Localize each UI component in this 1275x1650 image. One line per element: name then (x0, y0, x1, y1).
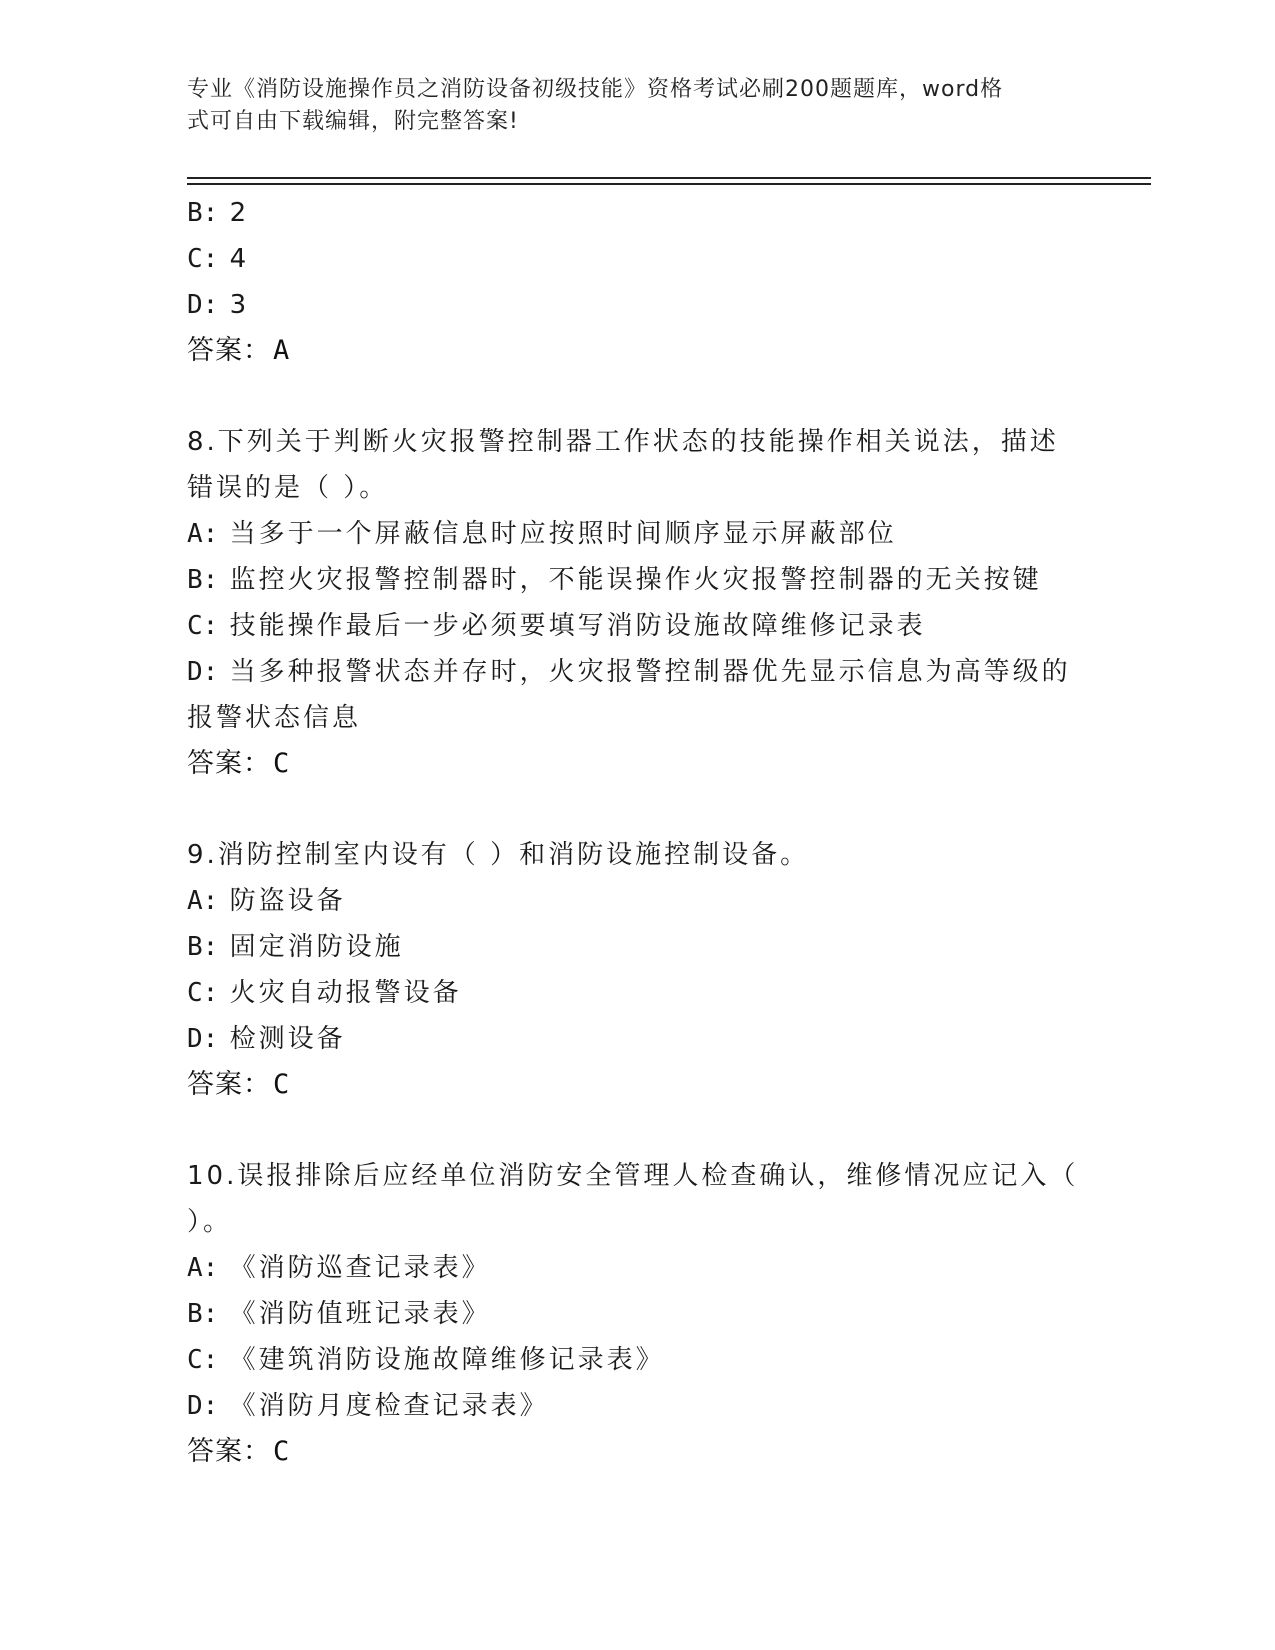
option-text: 《消防月度检查记录表》 (229, 1391, 549, 1421)
option-label: C: (187, 611, 219, 641)
option-text: 火灾自动报警设备 (229, 978, 462, 1008)
question-stem: 9.消防控制室内设有（ ）和消防设施控制设备。 (187, 840, 810, 870)
answer-value: C (273, 1069, 291, 1100)
option-text: 2 (229, 198, 250, 228)
option-label: B: (187, 198, 219, 228)
question-spacer (187, 1108, 1087, 1153)
option-text: 监控火灾报警控制器时，不能误操作火灾报警控制器的无关按键 (229, 565, 1042, 595)
answer-label: 答案： (187, 1436, 271, 1467)
option-a (187, 878, 1087, 924)
answer-label: 答案： (187, 748, 271, 779)
option-label: A: (187, 519, 219, 549)
question-stem: ）。 (187, 1207, 233, 1237)
document-header (187, 74, 1067, 138)
option-label: D: (187, 1024, 219, 1054)
option-text: 《消防值班记录表》 (229, 1299, 491, 1329)
question-spacer (187, 374, 1087, 419)
option-b (187, 190, 1087, 236)
option-text: 防盗设备 (229, 886, 346, 916)
option-c (187, 603, 1087, 649)
question-stem: 8.下列关于判断火灾报警控制器工作状态的技能操作相关说法，描述 (187, 427, 1059, 457)
option-text: 《建筑消防设施故障维修记录表》 (229, 1345, 665, 1375)
option-label: B: (187, 1299, 219, 1329)
option-label: C: (187, 244, 219, 274)
question-stem: 10.误报排除后应经单位消防安全管理人检查确认，维修情况应记入（ (187, 1161, 1079, 1191)
option-d (187, 282, 1087, 328)
answer-line (187, 741, 1087, 787)
option-text: 技能操作最后一步必须要填写消防设施故障维修记录表 (229, 611, 926, 641)
option-b (187, 1291, 1087, 1337)
answer-value: C (273, 748, 291, 779)
question-9 (187, 832, 1087, 1108)
answer-label: 答案： (187, 335, 271, 366)
option-a (187, 1245, 1087, 1291)
option-label: A: (187, 1253, 219, 1283)
option-text: 4 (229, 244, 250, 274)
header-divider-top (187, 177, 1151, 179)
option-label: A: (187, 886, 219, 916)
option-text: 当多于一个屏蔽信息时应按照时间顺序显示屏蔽部位 (229, 519, 897, 549)
option-text: 检测设备 (229, 1024, 346, 1054)
question-spacer (187, 787, 1087, 832)
question-10 (187, 1153, 1087, 1475)
option-text: 3 (229, 290, 250, 320)
header-line-1: 专业《消防设施操作员之消防设备初级技能》资格考试必刷200题题库，word格 (187, 77, 1004, 102)
answer-line (187, 1062, 1087, 1108)
prev-question-block (187, 190, 1087, 374)
answer-line (187, 1429, 1087, 1475)
option-label: B: (187, 932, 219, 962)
option-label: C: (187, 1345, 219, 1375)
header-divider-bottom (187, 183, 1151, 185)
answer-label: 答案： (187, 1069, 271, 1100)
answer-value: C (273, 1436, 291, 1467)
option-d (187, 1383, 1087, 1429)
option-label: D: (187, 290, 219, 320)
option-c (187, 1337, 1087, 1383)
option-d (187, 649, 1087, 695)
option-b (187, 557, 1087, 603)
option-c (187, 236, 1087, 282)
option-label: C: (187, 978, 219, 1008)
option-label: D: (187, 1391, 219, 1421)
header-line-2: 式可自由下载编辑，附完整答案! (187, 109, 519, 134)
option-a (187, 511, 1087, 557)
question-stem: 错误的是（ ）。 (187, 473, 389, 503)
option-b (187, 924, 1087, 970)
option-d (187, 1016, 1087, 1062)
question-content (187, 190, 1087, 1475)
answer-line (187, 328, 1087, 374)
option-text: 固定消防设施 (229, 932, 404, 962)
question-8 (187, 419, 1087, 787)
option-label: B: (187, 565, 219, 595)
option-c (187, 970, 1087, 1016)
option-text: 当多种报警状态并存时，火灾报警控制器优先显示信息为高等级的 (229, 657, 1071, 687)
option-label: D: (187, 657, 219, 687)
option-d-continued: 报警状态信息 (187, 703, 362, 733)
option-text: 《消防巡查记录表》 (229, 1253, 491, 1283)
answer-value: A (273, 335, 291, 366)
